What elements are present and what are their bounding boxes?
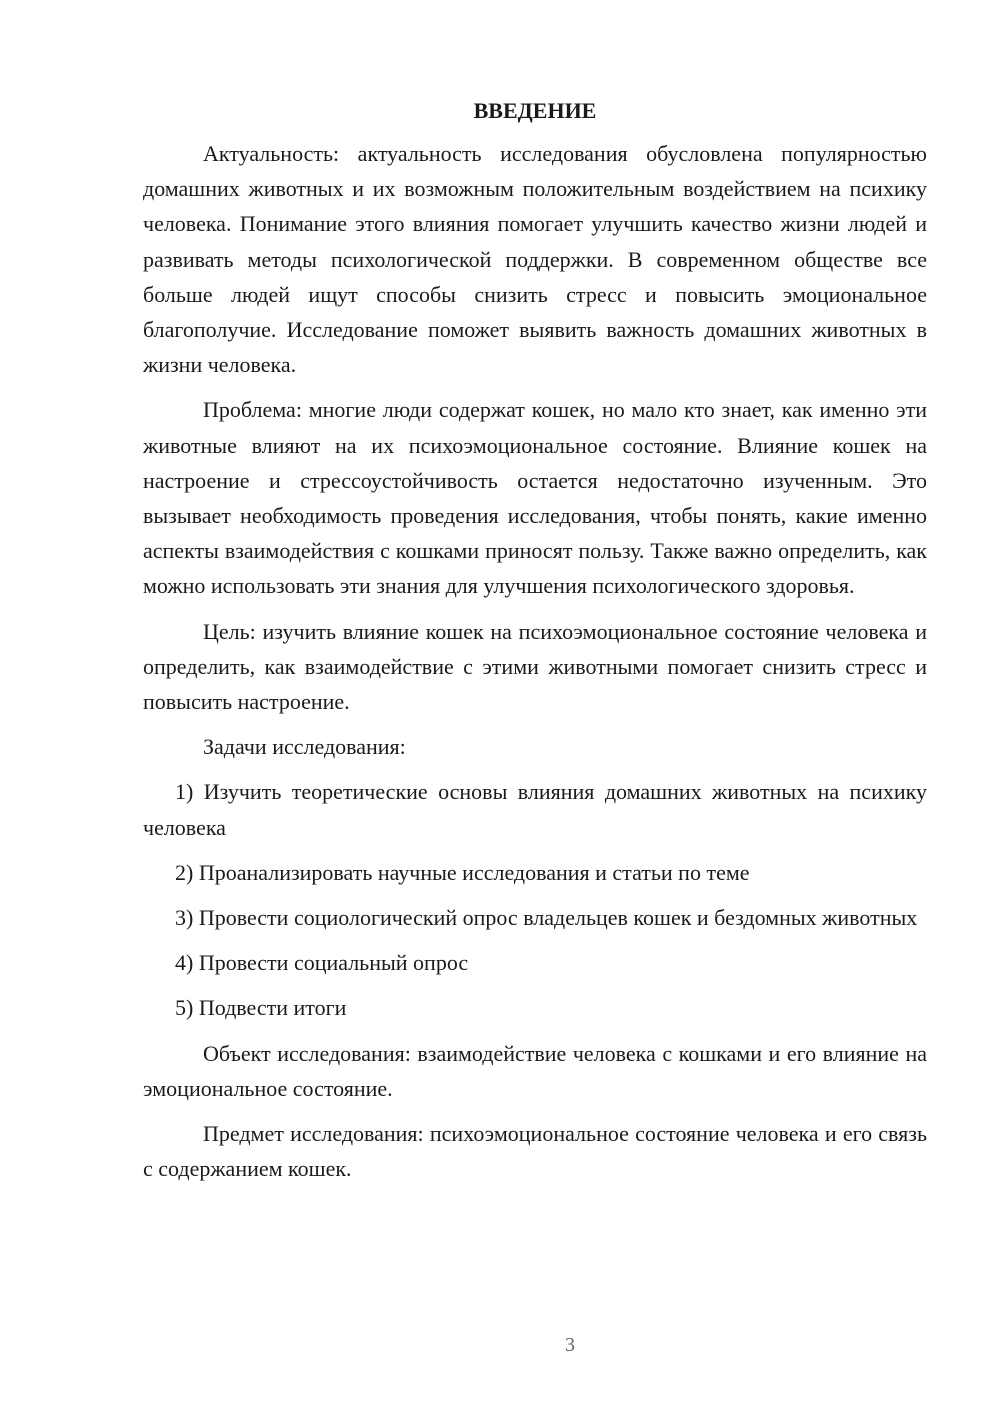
task-item-4: 4) Провести социальный опрос: [175, 950, 469, 976]
paragraph-goal: Цель: изучить влияние кошек на психоэмоциональное состояние человека и определить, как взаимодействие с этими животными помогает снизить стресс и повысить настроение.: [143, 618, 927, 715]
paragraph-problem: Проблема: многие люди содержат кошек, но мало кто знает, как именно эти животные влияют на их психоэмоциональное состояние. Влияние кошек на настроение и стрессоустойчивость остается недостаточно изученным. Это вызывает необходимость проведения исследования, чтобы понять, какие именно аспекты взаимодействия с кошками приносят пользу. Также важно определить, как можно использовать эти знания для улучшения психологического здоровья.: [143, 397, 927, 599]
paragraph-subject: Предмет исследования: психоэмоциональное состояние человека и его связь с содержанием кошек.: [143, 1121, 927, 1182]
paragraph-relevance: Актуальность: актуальность исследования обусловлена популярностью домашних животных и их возможным положительным воздействием на психику человека. Понимание этого влияния помогает улучшить качество жизни людей и развивать методы психологической поддержки. В современном обществе все больше людей ищут способы снизить стресс и повысить эмоциональное благополучие. Исследование поможет выявить важность домашних животных в жизни человека.: [143, 141, 927, 378]
task-item-1: 1) Изучить теоретические основы влияния домашних животных на психику человека: [143, 779, 927, 840]
paragraph-tasks-heading: Задачи исследования:: [203, 734, 406, 760]
task-item-3: 3) Провести социологический опрос владельцев кошек и бездомных животных: [175, 905, 918, 931]
paragraph-object: Объект исследования: взаимодействие человека с кошками и его влияние на эмоциональное состояние.: [143, 1040, 927, 1101]
task-item-2: 2) Проанализировать научные исследования и статьи по теме: [175, 859, 750, 885]
page-content: [143, 96, 927, 1196]
task-item-5: 5) Подвести итоги: [175, 995, 347, 1021]
page-number: 3: [565, 1334, 575, 1356]
section-heading: ВВЕДЕНИЕ: [473, 98, 597, 123]
